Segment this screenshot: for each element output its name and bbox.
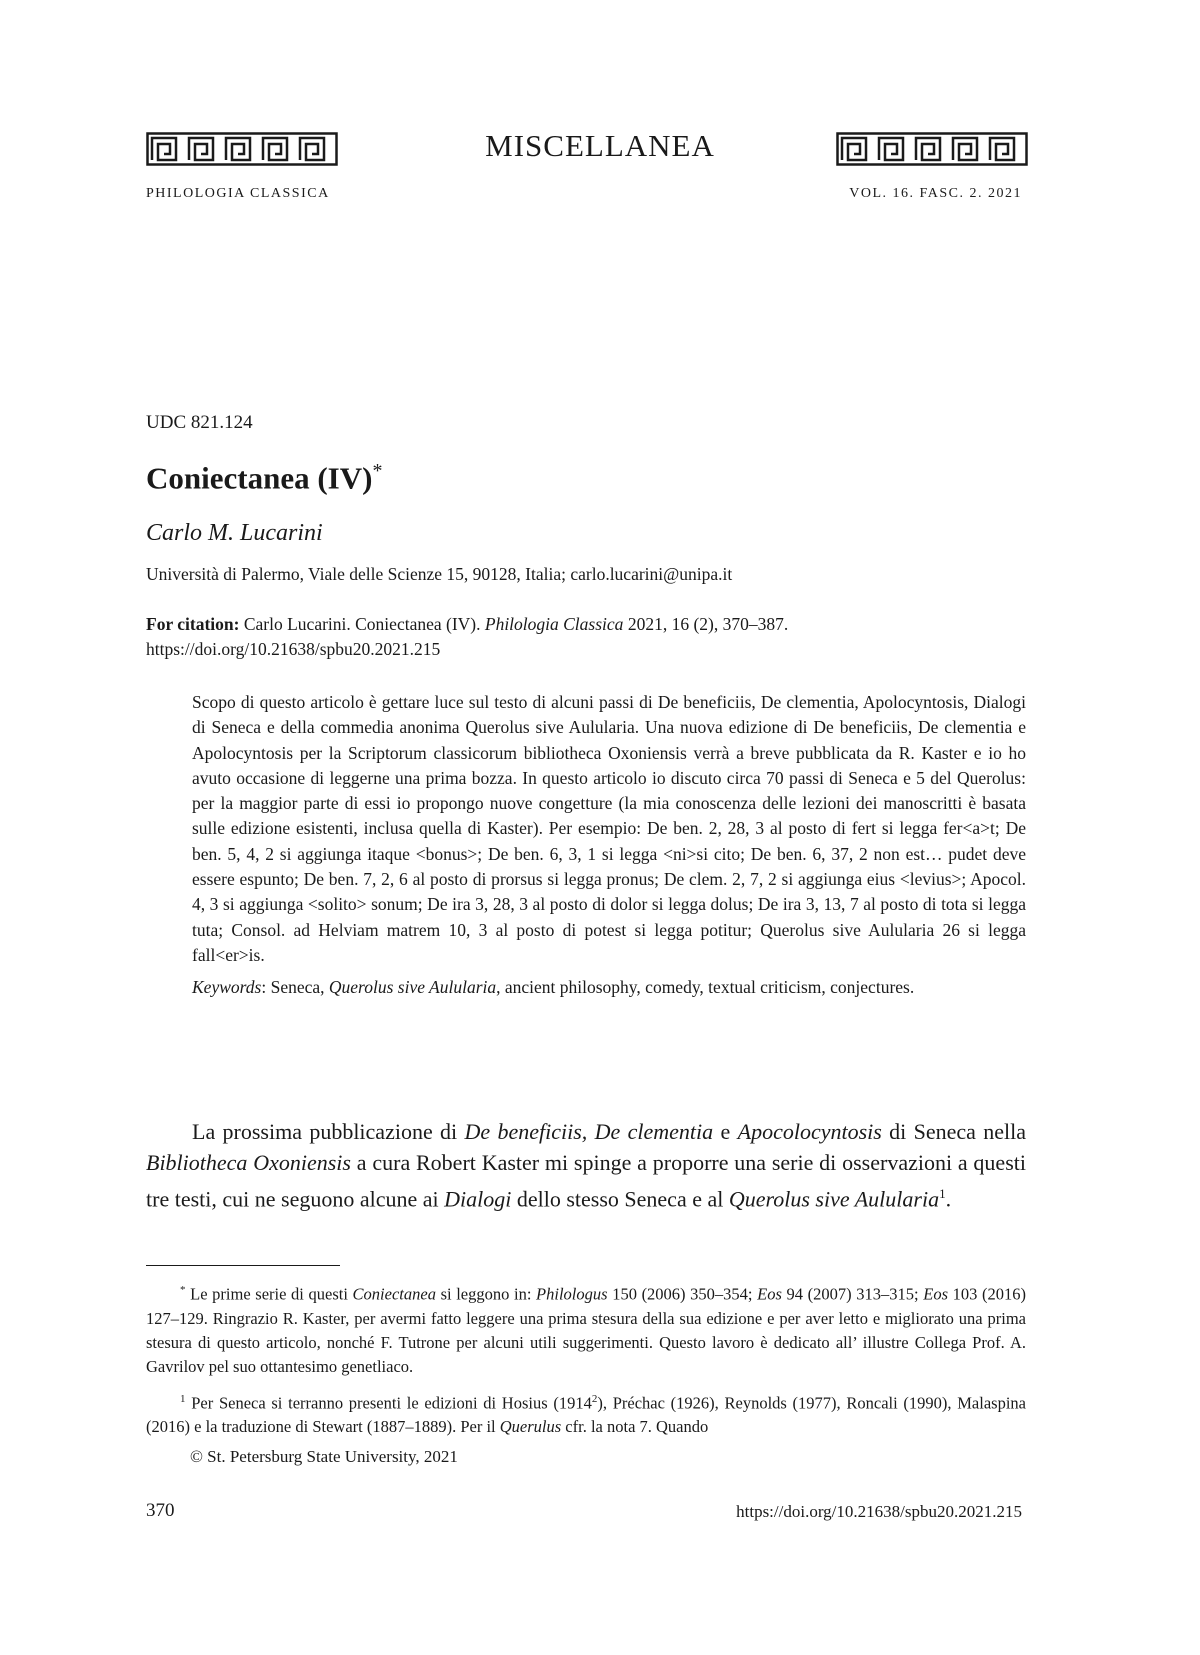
abstract-text: Scopo di questo articolo è gettare luce sul testo di alcuni passi di De beneficiis, De clementia, Apolocyntosis, Dialogi di Seneca e della commedia anonima Querolus sive Aulularia. Una nuova edizione di De beneficiis, De clementia e Apolocyntosis per la Scriptorum classicorum bibliotheca Oxoniensis verrà a breve pubblicata da R. Kaster e io ho avuto occasione di leggerne una prima bozza. In questo articolo io discuto circa 70 passi di Seneca e 5 del Querolus: per la maggior parte di essi io propongo nuove congetture (la mia conoscenza delle lezioni dei manoscritti è basata sulle edizione esistenti, inclusa quella di Kaster). Per esempio: De ben. 2, 28, 3 al posto di fert si legga fer<a>t; De ben. 5, 4, 2 si aggiunga itaque <bonus>; De ben. 6, 3, 1 si legga <ni>si cito; De ben. 6, 37, 2 non est… pudet deve essere espunto; De ben. 7, 2, 6 al posto di prorsus si legga pronus; De clem. 2, 7, 2 si aggiunga eius <levius>; Apocol. 4, 3 si aggiunga <solito> sonum; De ira 3, 28, 3 al posto di dolor si legga dolus; De ira 3, 13, 7 al posto di tota si legga tuta; Consol. ad Helviam matrem 10, 3 al posto di potest si legga potitur; Querolus sive Aulularia 26 si legga fall<er>is.: [192, 692, 1026, 965]
footnote-ref-1[interactable]: 1: [939, 1186, 946, 1201]
fn1-superscript: 2: [591, 1392, 598, 1405]
citation-doi[interactable]: https://doi.org/10.21638/spbu20.2021.215: [146, 639, 441, 659]
author-name: Carlo M. Lucarini: [146, 520, 323, 546]
body-italic-2: Apocolocyntosis: [737, 1119, 882, 1144]
greek-key-meander-icon: [836, 132, 1028, 166]
fn1-text-2: ), Préchac (1926), Reynolds (1977), Roncali (1990), Malaspina (2016) e la traduzione di Stewart (1887–1889). Per il: [146, 1393, 1026, 1436]
citation-journal: Philologia Classica: [484, 614, 624, 634]
fn-star-italic-4: Eos: [923, 1284, 948, 1304]
footnote-1: [146, 1387, 1026, 1440]
body-text-6: .: [945, 1186, 952, 1212]
body-paragraph: [146, 1116, 1026, 1214]
keywords-italic: Querolus sive Aulularia: [328, 977, 497, 998]
fn-star-text-5: 103 (2016) 127–129. Ringrazio R. Kaster, per avermi fatto leggere una prima stesura della sua edizione e per aver letto e migliorato una prima stesura di questo articolo, nonché F. Tutrone per alcuni utili suggerimenti. Questo lavoro è dedicato all’ illustre Collega Prof. A. Gavrilov pel suo ottantesimo genetliaco.: [146, 1284, 1026, 1376]
fn-star-italic-3: Eos: [757, 1284, 782, 1304]
body-italic-1: De beneficiis, De clementia: [464, 1119, 714, 1144]
body-italic-4: Dialogi: [444, 1186, 512, 1212]
fn1-text-3: cfr. la nota 7. Quando: [561, 1417, 709, 1436]
keywords: [192, 975, 1026, 1000]
author-affiliation: Università di Palermo, Viale delle Scienze 15, 90128, Italia; carlo.lucarini@unipa.it: [146, 564, 733, 584]
fn1-text-1: Per Seneca si terranno presenti le edizioni di Hosius (1914: [185, 1393, 592, 1412]
footnote-divider: [146, 1265, 340, 1266]
journal-name: PHILOLOGIA CLASSICA: [146, 186, 330, 201]
body-italic-5: Querolus sive Aulularia: [728, 1186, 940, 1212]
footnote-star: [146, 1278, 1026, 1379]
article-title-text: Coniectanea (IV): [146, 460, 373, 496]
fn-star-italic-1: Coniectanea: [352, 1284, 436, 1304]
fn-star-text-3: 150 (2006) 350–354;: [607, 1284, 758, 1304]
volume-info: VOL. 16. FASC. 2. 2021: [849, 186, 1022, 201]
footer-doi-link[interactable]: https://doi.org/10.21638/spbu20.2021.215: [736, 1502, 1022, 1521]
section-title: MISCELLANEA: [485, 128, 715, 163]
citation-text-a: Carlo Lucarini. Coniectanea (IV).: [239, 614, 485, 634]
footnotes: [146, 1278, 1026, 1439]
body-text-1: La prossima pubblicazione di: [192, 1119, 465, 1144]
copyright-notice: © St. Petersburg State University, 2021: [190, 1447, 458, 1466]
body-text-5: dello stesso Seneca e al: [511, 1186, 729, 1212]
citation-text-b: 2021, 16 (2), 370–387.: [623, 614, 789, 634]
body-text-2: e: [713, 1119, 738, 1144]
fn-star-italic-2: Philologus: [536, 1284, 608, 1304]
footnote-star-mark: *: [180, 1284, 186, 1296]
page-number: 370: [146, 1500, 175, 1521]
fn-star-text-2: si leggono in:: [435, 1284, 537, 1304]
fn-star-text-4: 94 (2007) 313–315;: [781, 1284, 924, 1304]
article-title: [146, 460, 382, 496]
body-text-4: a cura Robert Kaster mi spinge a proporre una serie di osservazioni a questi tre testi, cui ne seguono alcune ai: [146, 1150, 1026, 1212]
body-italic-3: Bibliotheca Oxoniensis: [146, 1150, 351, 1175]
fn1-italic-1: Querulus: [499, 1417, 562, 1436]
keywords-text-a: : Seneca,: [261, 977, 329, 998]
title-footnote-mark[interactable]: *: [372, 460, 383, 482]
body-text-3: di Seneca nella: [881, 1119, 1027, 1144]
udc-code: UDC 821.124: [146, 412, 253, 433]
keywords-label: Keywords: [192, 977, 262, 998]
abstract: [192, 690, 1026, 1001]
citation-block: [146, 612, 1026, 662]
fn-star-text-1: Le prime serie di questi: [185, 1284, 353, 1304]
keywords-text-b: , ancient philosophy, comedy, textual criticism, conjectures.: [496, 977, 915, 998]
footnote-1-mark: 1: [180, 1392, 186, 1405]
citation-label: For citation:: [146, 614, 240, 634]
